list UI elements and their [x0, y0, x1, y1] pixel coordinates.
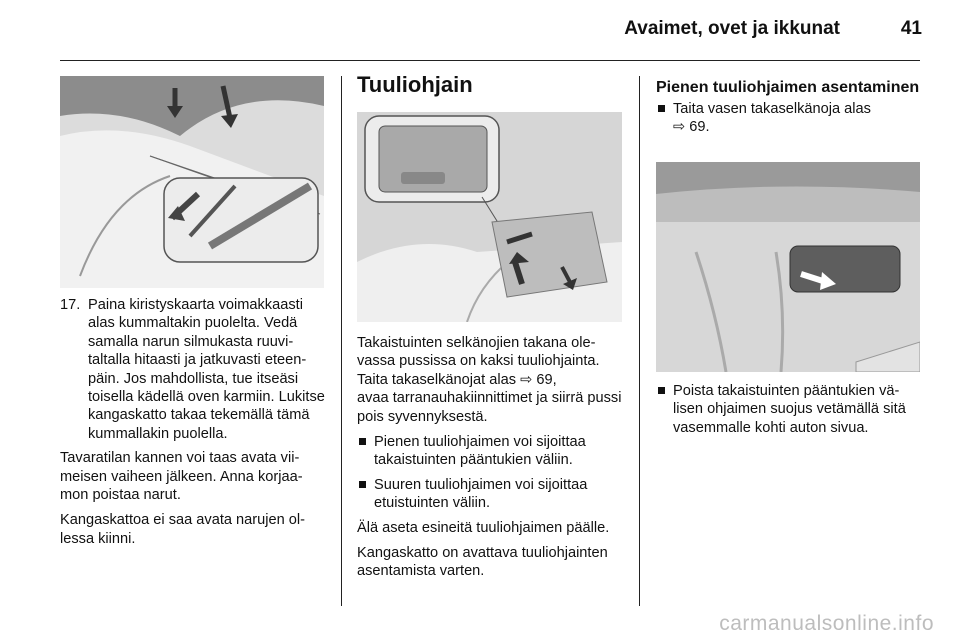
list-item-text: Poista takaistuinten pääntukien välisen ohjaimen suojus vetämällä sitä vasemmalle kohti auton sivua. [673, 383, 906, 436]
rear-seat-cover-illustration [656, 162, 920, 372]
reference-arrow-icon: ⇨ [520, 371, 533, 388]
page-reference: 69, [536, 371, 557, 388]
bullet-square-icon [359, 438, 366, 445]
page-reference: 69. [689, 119, 710, 136]
paragraph: Älä aseta esineitä tuuliohjaimen päälle. [357, 519, 610, 536]
paragraph-text: avaa tarranauhakiinnittimet ja siirrä pussi pois syvennyksestä. [357, 390, 622, 425]
page-title: Avaimet, ovet ja ikkunat [624, 18, 840, 39]
watermark: carmanualsonline.info [719, 612, 934, 635]
list-item-text: Pienen tuuliohjaimen voi sijoittaa takaistuinten pääntukien väliin. [374, 434, 586, 469]
step-number: 17. [60, 297, 81, 313]
bullet-square-icon [658, 105, 665, 112]
list-item-text: Taita vasen takaselkänoja alas [673, 101, 871, 117]
convertible-roof-illustration [60, 76, 324, 288]
section-subtitle: Pienen tuuliohjaimen asentaminen [656, 79, 920, 96]
paragraph: Kangaskattoa ei saa avata narujen ollessa kiinni. [60, 512, 306, 547]
header-divider [60, 60, 920, 61]
paragraph: Kangaskatto on avattava tuuliohjainten asentamista varten. [357, 545, 608, 580]
list-item-text: Suuren tuuliohjaimen voi sijoittaa etuistuinten väliin. [374, 476, 588, 512]
middle-column-text [357, 334, 625, 588]
right-column-text [656, 382, 924, 443]
bullet-square-icon [658, 387, 665, 394]
instruction-step [60, 296, 325, 443]
list-item [357, 433, 625, 470]
section-title: Tuuliohjain [357, 72, 473, 97]
middle-column [357, 72, 622, 97]
paragraph-text: Takaistuinten selkänojien takana olevassa pussissa on kaksi tuuliohjainta. Taita takaselkänojat alas [357, 335, 600, 388]
paragraph: Tavaratilan kannen voi taas avata viimeisen vaiheen jälkeen. Anna korjaamon poistaa narut. [60, 450, 303, 504]
page-number: 41 [900, 18, 922, 39]
bullet-square-icon [359, 481, 366, 488]
left-column [60, 296, 325, 555]
list-item [357, 476, 625, 513]
wind-deflector-bag-illustration [357, 112, 622, 322]
column-divider-2 [639, 76, 640, 606]
column-divider-1 [341, 76, 342, 606]
list-item [656, 382, 924, 437]
list-item [656, 100, 921, 137]
step-text: Paina kiristyskaarta voimakkaasti alas kummaltakin puolelta. Vedä samalla narun silmukasta ruuvitaltalla hitaasti ja jatkuvasti eteenpäin. Jos mahdollista, tue itseäsi toisella kädellä oven karmiin. Lukitse kangaskatto takaa tekemällä tämä kummallakin puolella. [88, 297, 325, 442]
right-column [656, 78, 921, 143]
paragraph [357, 334, 625, 426]
reference-arrow-icon: ⇨ [673, 119, 686, 136]
